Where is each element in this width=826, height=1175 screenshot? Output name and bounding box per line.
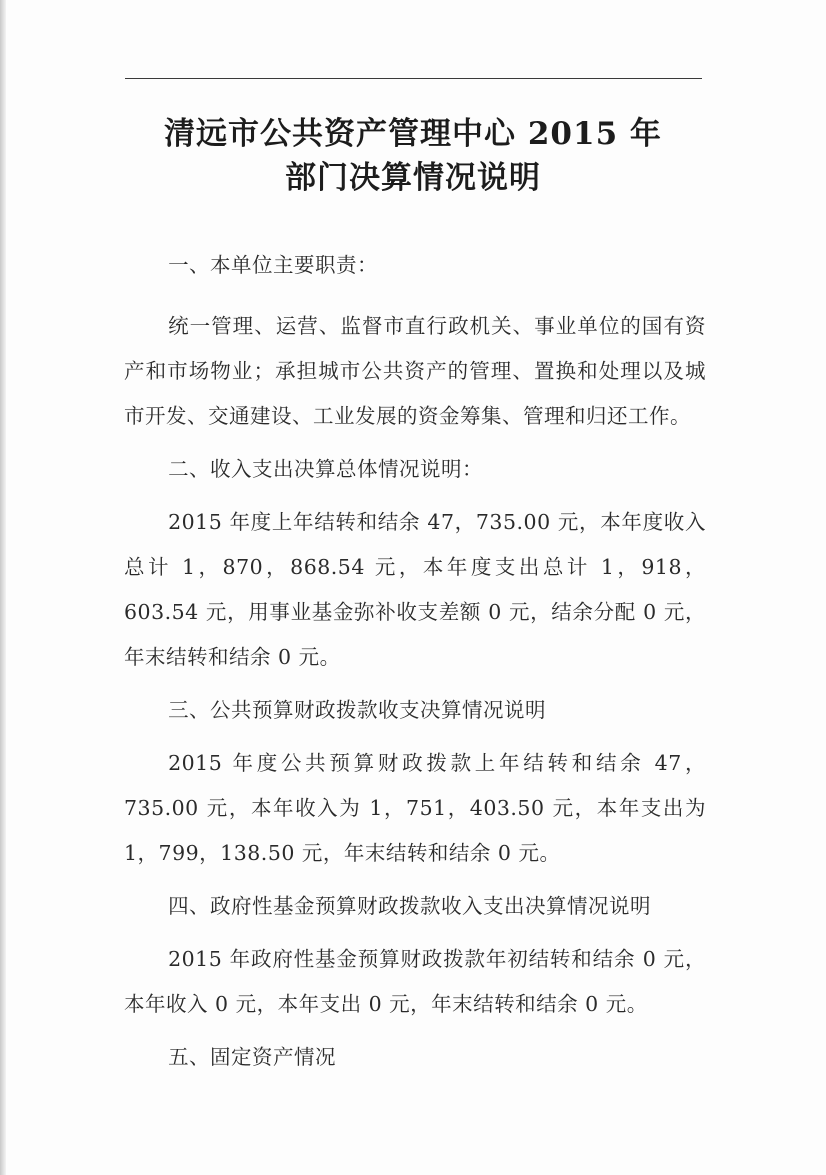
section-5-heading: 五、固定资产情况	[168, 1045, 337, 1069]
header-rule	[125, 78, 702, 79]
section-1-body: 统一管理、运营、监督市直行政机关、事业单位的国有资产和市场物业；承担城市公共资产的管理、置换和处理以及城市开发、交通建设、工业发展的资金筹集、管理和归还工作。	[124, 314, 706, 428]
section-2-body: 2015 年度上年结转和结余 47，735.00 元，本年度收入总计 1，870，868.54 元，本年度支出总计 1，918，603.54 元，用事业基金弥补收支差额 0 元，结余分配 0 元，年末结转和结余 0 元。	[124, 510, 706, 669]
document-title-line-2: 部门决算情况说明	[285, 160, 541, 196]
section-4-heading: 四、政府性基金预算财政拨款收入支出决算情况说明	[168, 894, 652, 918]
document-title-line-1: 清远市公共资产管理中心 2015 年	[164, 116, 662, 152]
section-2-heading: 二、收入支出决算总体情况说明：	[168, 457, 484, 481]
section-1-heading: 一、本单位主要职责：	[168, 253, 379, 277]
document-body	[124, 243, 706, 1080]
section-3-body: 2015 年度公共预算财政拨款上年结转和结余 47，735.00 元，本年收入为 1，751，403.50 元，本年支出为 1，799，138.50 元，年末结转和结余 0 元。	[124, 751, 706, 865]
section-3-heading: 三、公共预算财政拨款收支决算情况说明	[168, 698, 547, 722]
section-4-body: 2015 年政府性基金预算财政拨款年初结转和结余 0 元，本年收入 0 元，本年支出 0 元，年末结转和结余 0 元。	[124, 947, 706, 1016]
